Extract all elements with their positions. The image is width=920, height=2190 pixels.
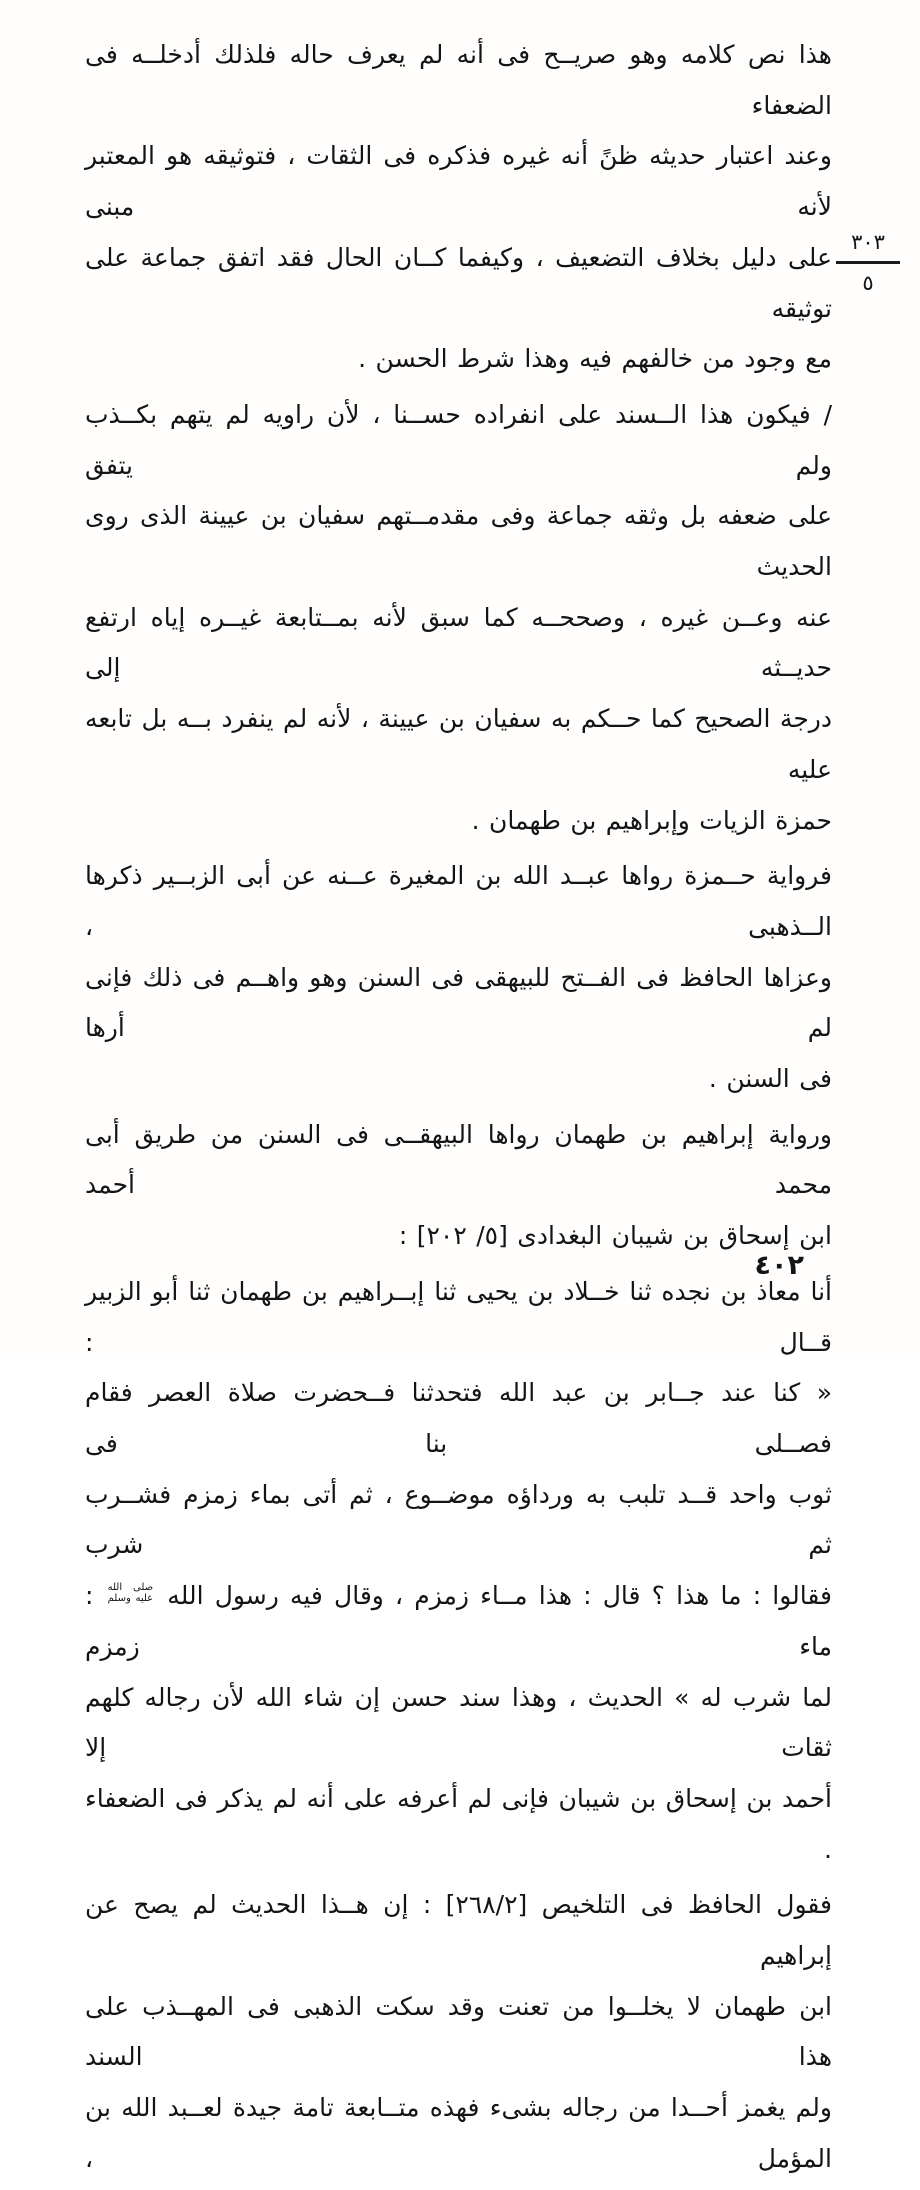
text-line: مع وجود من خالفهم فيه وهذا شرط الحسن .	[358, 344, 832, 374]
text-line: على ضعفه بل وثقه جماعة وفى مقدمــتهم سفيان بن عيينة الذى روى الحديث	[85, 501, 832, 582]
paragraph-1	[85, 30, 832, 385]
text-line: / فيكون هذا الــسند على انفراده حســنا ، لأن راويه لم يتهم بكــذب ولم يتفق	[85, 399, 832, 480]
page-number: ٤٠٢	[754, 1250, 804, 1281]
margin-reference-numerator: ٣٠٣	[836, 226, 900, 264]
text-line: على دليل بخلاف التضعيف ، وكيفما كــان الحال فقد اتفق جماعة على توثيقه	[85, 242, 832, 323]
text-line: « كنا عند جــابر بن عبد الله فتحدثنا فــحضرت صلاة العصر فقام فصــلى بنا فى	[85, 1378, 832, 1458]
margin-reference-note	[836, 226, 900, 298]
text-line: درجة الصحيح كما حــكم به سفيان بن عيينة ، لأنه لم ينفرد بــه بل تابعه عليه	[85, 704, 832, 784]
text-segment: فقالوا : ما هذا ؟ قال : هذا مــاء زمزم ، وقال فيه رسول الله	[167, 1581, 832, 1611]
paragraph-4	[85, 1110, 832, 1262]
text-line: فى السنن .	[708, 1064, 832, 1094]
text-line: عنه وعــن غيره ، وصححــه كما سبق لأنه بمــتابعة غيــره إياه ارتفع حديــثه إلى	[85, 602, 832, 683]
text-line: وعزاها الحافظ فى الفــتح للبيهقى فى السنن وهو واهــم فى ذلك فإنى لم أرها	[85, 962, 832, 1043]
text-line: لما شرب له » الحديث ، وهذا سند حسن إن شاء الله لأن رجاله كلهم ثقات إلا	[85, 1682, 832, 1763]
text-line: ولم يغمز أحــدا من رجاله بشىء فهذه متــابعة تامة جيدة لعــبد الله بن المؤمل ،	[85, 2093, 832, 2173]
paragraph-3	[85, 851, 832, 1105]
text-line: وعند اعتبار حديثه ظنً أنه غيره فذكره فى الثقات ، فتوثيقه هو المعتبر لأنه مبنى	[85, 141, 832, 222]
paragraph-2	[85, 390, 832, 846]
text-line-with-honorific	[85, 1571, 832, 1672]
text-segment: : ماء زمزم	[85, 1581, 832, 1661]
text-line: فرواية حــمزة رواها عبــد الله بن المغيرة عــنه عن أبى الزبــير ذكرها الــذهبى ،	[85, 861, 832, 941]
text-line: هذا نص كلامه وهو صريــح فى أنه لم يعرف حاله فلذلك أدخلــه فى الضعفاء	[85, 40, 832, 120]
text-line: ابن إسحاق بن شيبان البغدادى [٥/ ٢٠٢] :	[398, 1221, 832, 1251]
text-line: أحمد بن إسحاق بن شيبان فإنى لم أعرفه على أنه لم يذكر فى الضعفاء .	[85, 1783, 832, 1864]
sallallahu-alayhi-wasallam-mark: صلى الله عليه وسلم	[107, 1582, 154, 1605]
text-line: أنا معاذ بن نجده ثنا خــلاد بن يحيى ثنا إبــراهيم بن طهمان ثنا أبو الزبير قــال :	[85, 1276, 832, 1357]
body-text	[85, 30, 832, 2190]
text-line: ابن طهمان لا يخلــوا من تعنت وقد سكت الذهبى فى المهــذب على هذا السند	[85, 1991, 832, 2072]
text-line: حمزة الزيات وإبراهيم بن طهمان .	[471, 805, 832, 835]
margin-reference-denominator: ٥	[862, 271, 874, 295]
text-line: فقول الحافظ فى التلخيص [٢٦٨/٢] : إن هــذا الحديث لم يصح عن إبراهيم	[85, 1890, 832, 1971]
paragraph-5	[85, 1267, 832, 1875]
text-line: ورواية إبراهيم بن طهمان رواها البيهقــى فى السنن من طريق أبى محمد أحمد	[85, 1119, 832, 1200]
paragraph-6	[85, 1880, 832, 2184]
text-line: ثوب واحد قــد تلبب به ورداؤه موضــوع ، ثم أتى بماء زمزم فشــرب ثم شرب	[85, 1479, 832, 1560]
